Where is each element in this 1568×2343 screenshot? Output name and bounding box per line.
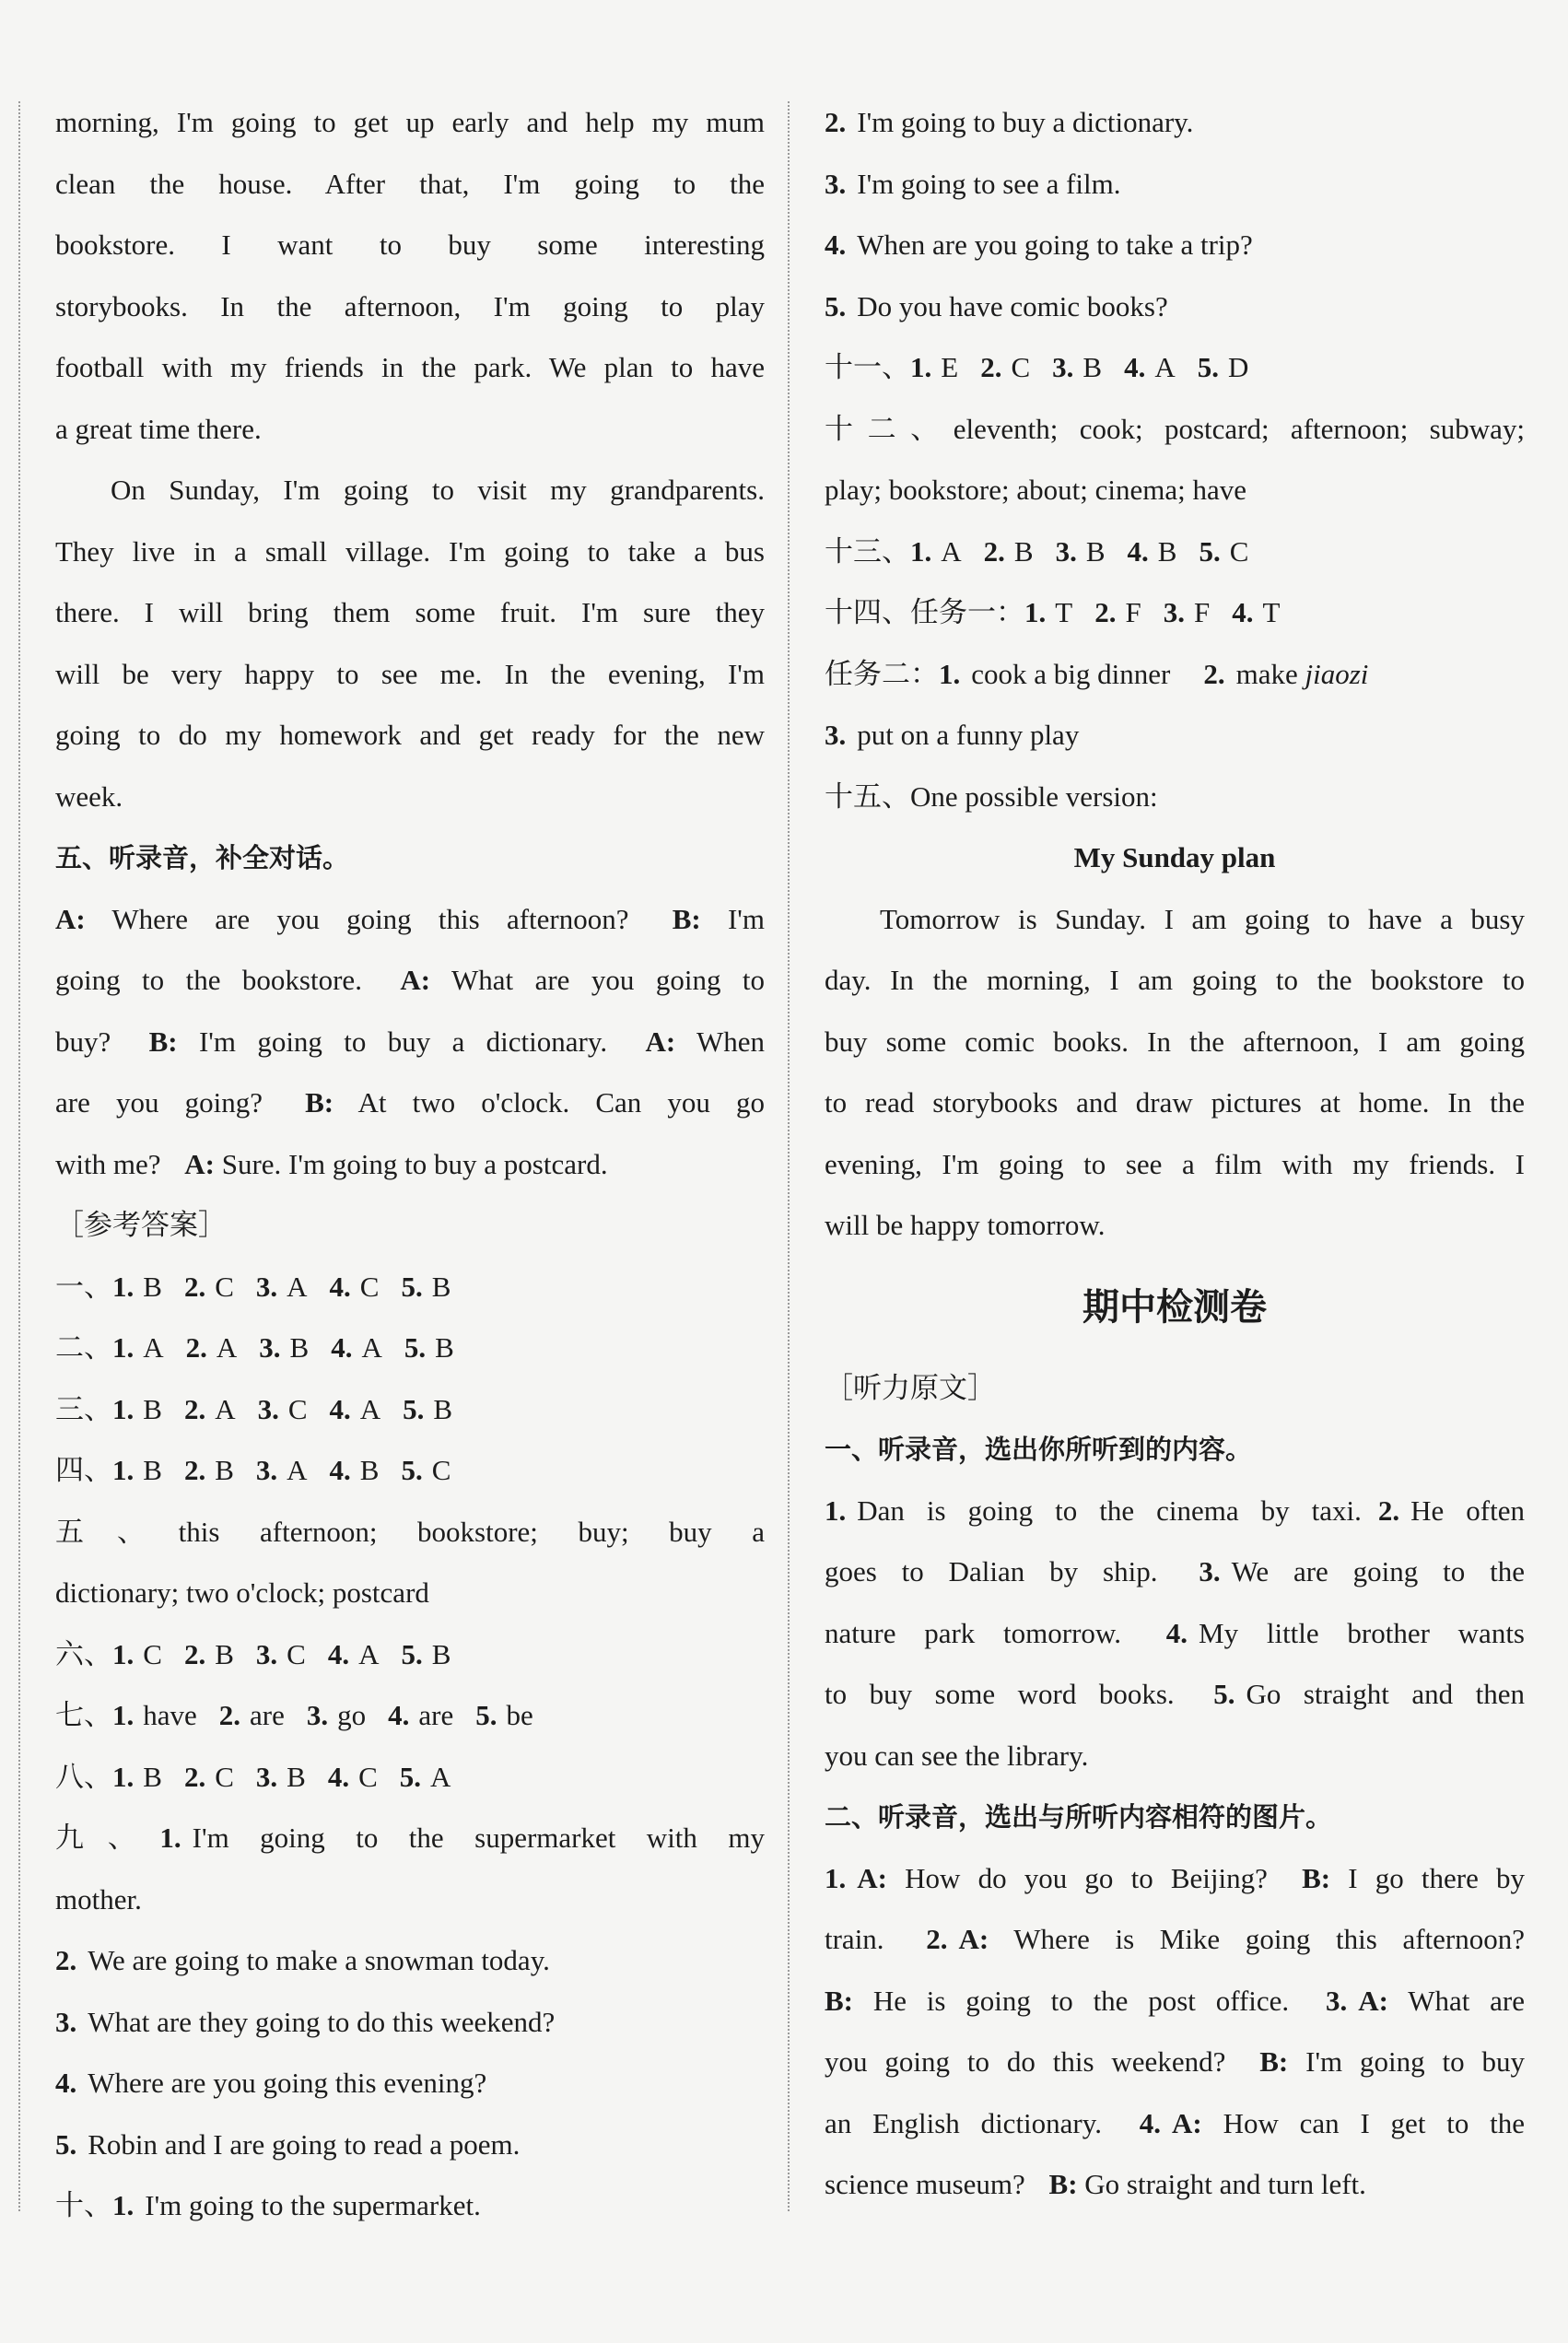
answer-item: 3. B xyxy=(1052,351,1103,383)
midterm-section1-heading: 一、听录音，选出你所听到的内容。 xyxy=(825,1434,1253,1465)
answer-item: 4. B xyxy=(329,1454,380,1486)
answer-row-10: 十、1. I'm going to the supermarket. xyxy=(55,2189,481,2222)
dialogue-line: are you going? B: At two o'clock. Can you go xyxy=(55,1086,766,1119)
answer-row-10-item: 5. Do you have comic books? xyxy=(825,289,1168,322)
essay-line: day. In the morning, I am going to the bookstore to xyxy=(825,964,1525,996)
answer-row-14-task2-cont: 3. put on a funny play xyxy=(825,719,1080,751)
passage-line: bookstore. I want to buy some interesting xyxy=(55,228,765,261)
answer-item: 5. A xyxy=(399,1760,451,1793)
answer-row: 四、1. B 2. B 3. A 4. B 5. C xyxy=(55,1440,765,1502)
answer-item: 2. C xyxy=(980,351,1031,383)
passage-line: morning, I'm going to get up early and help my mum xyxy=(55,106,765,138)
answer-row-9-cont: mother. xyxy=(55,1882,142,1915)
essay-line: buy some comic books. In the afternoon, I am going xyxy=(825,1025,1525,1058)
passage-line: storybooks. In the afternoon, I'm going to play xyxy=(55,289,765,322)
answer-item: 4. A xyxy=(1124,351,1176,383)
answer-item: 2. F xyxy=(1094,596,1141,628)
essay-line: will be happy tomorrow. xyxy=(825,1209,1106,1241)
answer-row-5-cont: dictionary; two o'clock; postcard xyxy=(55,1576,429,1609)
essay-line: evening, I'm going to see a film with my friends. I xyxy=(825,1147,1525,1180)
answer-row-9-item: 4. Where are you going this evening? xyxy=(55,2067,487,2099)
answer-item: 3. C xyxy=(257,1392,308,1425)
answer-row-14-task2: 任务二：1. cook a big dinner 2. make jiaozi xyxy=(825,657,1369,691)
midterm-script-line: you can see the library. xyxy=(825,1739,1089,1772)
answer-row: 八、1. B 2. C 3. B 4. C 5. A xyxy=(55,1747,765,1809)
answer-item: 2. C xyxy=(183,1270,234,1303)
answer-row-10-item: 4. When are you going to take a trip? xyxy=(825,228,1253,261)
essay-line: Tomorrow is Sunday. I am going to have a busy xyxy=(880,902,1525,935)
answer-item: 2. B xyxy=(183,1454,234,1486)
answer-item: 2. are xyxy=(218,1699,285,1731)
passage-line: a great time there. xyxy=(55,412,262,445)
answer-item: 5. B xyxy=(401,1270,451,1303)
midterm-dialogue-line: an English dictionary. 4. A: How can I get to the xyxy=(825,2106,1526,2139)
answer-item: 1. have xyxy=(112,1699,197,1731)
midterm-script-line: nature park tomorrow. 4. My little brother wants xyxy=(825,1616,1525,1649)
right-column xyxy=(825,92,1525,2216)
answer-row-9-item: 5. Robin and I are going to read a poem. xyxy=(55,2127,521,2161)
midterm-title: 期中检测卷 xyxy=(1082,1285,1267,1329)
answer-row-14: 十四、任务一：1. T 2. F 3. F 4. T xyxy=(825,582,1525,644)
answer-item: 3. B xyxy=(1055,534,1106,568)
answer-item: 3. B xyxy=(255,1760,306,1793)
answer-row: 三、1. B 2. A 3. C 4. A 5. B xyxy=(55,1379,765,1441)
answer-item: 1. B xyxy=(112,1454,162,1486)
midterm-dialogue-line: B: He is going to the post office. 3. A: What are xyxy=(825,1984,1525,2017)
midterm-dialogue-line: 1. A: How do you go to Beijing? B: I go there by xyxy=(825,1861,1526,1894)
midterm-script-line: to buy some word books. 5. Go straight and then xyxy=(825,1678,1525,1710)
answer-row-5: 五、this afternoon; bookstore; buy; buy a xyxy=(55,1515,765,1549)
answer-item: 4. B xyxy=(1127,534,1177,568)
answer-row-15: 十五、One possible version: xyxy=(825,779,1158,814)
answer-item: 5. C xyxy=(401,1454,451,1486)
answer-item: 5. D xyxy=(1197,351,1249,383)
answer-item: 5. C xyxy=(1199,534,1249,568)
answer-item: 4. A xyxy=(329,1392,381,1425)
section5-heading: 五、听录音，补全对话。 xyxy=(55,842,350,873)
column-divider xyxy=(788,101,790,2211)
answer-row-13: 十三、1. A 2. B 3. B 4. B 5. C xyxy=(825,521,1525,583)
answer-item: 5. B xyxy=(403,1392,453,1425)
answer-item: 1. C xyxy=(112,1637,162,1670)
answer-item: 5. be xyxy=(475,1699,533,1731)
answer-item: 1. E xyxy=(910,351,959,383)
answer-item: 1. B xyxy=(112,1392,162,1425)
answer-item: 3. go xyxy=(306,1699,367,1731)
reference-answers-label: ［参考答案］ xyxy=(55,1209,227,1242)
answer-item: 4. are xyxy=(388,1699,454,1731)
passage-line: week. xyxy=(55,779,123,813)
answer-item: 4. T xyxy=(1232,596,1281,628)
answer-item: 4. A xyxy=(327,1637,380,1670)
left-margin-rule xyxy=(18,101,20,2211)
answer-item: 4. A xyxy=(331,1331,382,1364)
midterm-dialogue-line: science museum? B: Go straight and turn left. xyxy=(825,2168,1366,2200)
passage-line: will be very happy to see me. In the evening, I'm xyxy=(55,657,765,690)
passage-line: clean the house. After that, I'm going to the xyxy=(55,167,765,200)
dialogue-line: with me? A: Sure. I'm going to buy a postcard. xyxy=(55,1147,608,1180)
answer-item: 4. C xyxy=(329,1270,380,1303)
midterm-script-line: 1. Dan is going to the cinema by taxi. 2. He often xyxy=(825,1494,1525,1527)
answer-item: 2. B xyxy=(983,534,1034,568)
dialogue-line: going to the bookstore. A: What are you going to xyxy=(55,964,765,996)
midterm-dialogue-line: you going to do this weekend? B: I'm going to buy xyxy=(825,2045,1526,2078)
answer-item: 3. B xyxy=(259,1331,310,1364)
passage-line: there. I will bring them some fruit. I'm sure they xyxy=(55,596,765,628)
midterm-script-line: goes to Dalian by ship. 3. We are going to the xyxy=(825,1555,1526,1587)
passage-line: going to do my homework and get ready for the new xyxy=(55,719,765,751)
answer-item: 2. A xyxy=(183,1392,236,1425)
answer-item: 3. C xyxy=(255,1637,306,1670)
answer-item: 5. B xyxy=(404,1331,454,1364)
answer-item: 3. A xyxy=(255,1270,308,1303)
answer-row-11: 十一、1. E 2. C 3. B 4. A 5. D xyxy=(825,337,1525,399)
essay-line: to read storybooks and draw pictures at home. In the xyxy=(825,1086,1525,1119)
essay-title: My Sunday plan xyxy=(1073,841,1276,873)
answer-item: 2. B xyxy=(183,1637,234,1670)
answer-item: 1. B xyxy=(112,1760,162,1793)
passage-line: football with my friends in the park. We plan to have xyxy=(55,351,765,383)
answer-row-9-item: 3. What are they going to do this weekend? xyxy=(55,2005,556,2038)
answer-item: 4. C xyxy=(327,1760,378,1793)
passage-line: They live in a small village. I'm going to take a bus xyxy=(55,534,765,568)
answer-item: 3. F xyxy=(1163,596,1211,628)
answer-row-12: 十二、eleventh; cook; postcard; afternoon; subway; xyxy=(825,412,1525,446)
listening-script-label: ［听力原文］ xyxy=(825,1371,996,1405)
answer-item: 2. A xyxy=(185,1331,238,1364)
answer-item: 1. T xyxy=(1024,596,1073,628)
answer-item: 3. A xyxy=(255,1454,308,1486)
midterm-section2-heading: 二、听录音，选出与所听内容相符的图片。 xyxy=(825,1801,1333,1833)
answer-row: 二、1. A 2. A 3. B 4. A 5. B xyxy=(55,1318,765,1379)
dialogue-line: buy? B: I'm going to buy a dictionary. A: When xyxy=(55,1025,765,1058)
answer-row: 一、1. B 2. C 3. A 4. C 5. B xyxy=(55,1257,765,1318)
answer-item: 1. B xyxy=(112,1270,162,1303)
midterm-dialogue-line: train. 2. A: Where is Mike going this afternoon? xyxy=(825,1923,1526,1955)
answer-row: 六、1. C 2. B 3. C 4. A 5. B xyxy=(55,1624,765,1686)
answer-item: 1. A xyxy=(112,1331,164,1364)
passage-line: On Sunday, I'm going to visit my grandparents. xyxy=(111,474,765,506)
answer-row: 七、1. have 2. are 3. go 4. are 5. be xyxy=(55,1685,765,1747)
answer-row-10-item: 3. I'm going to see a film. xyxy=(825,167,1121,200)
answer-item: 1. A xyxy=(910,534,962,568)
answer-item: 2. C xyxy=(183,1760,234,1793)
answer-row-12-cont: play; bookstore; about; cinema; have xyxy=(825,474,1246,506)
answer-row-9: 九、1. I'm going to the supermarket with my xyxy=(55,1822,765,1855)
answer-row-10-item: 2. I'm going to buy a dictionary. xyxy=(825,106,1194,138)
dialogue-line: A: Where are you going this afternoon? B: I'm xyxy=(55,902,766,935)
answer-item: 5. B xyxy=(401,1637,451,1670)
answer-row-9-item: 2. We are going to make a snowman today. xyxy=(55,1944,550,1976)
left-column xyxy=(55,92,765,2237)
